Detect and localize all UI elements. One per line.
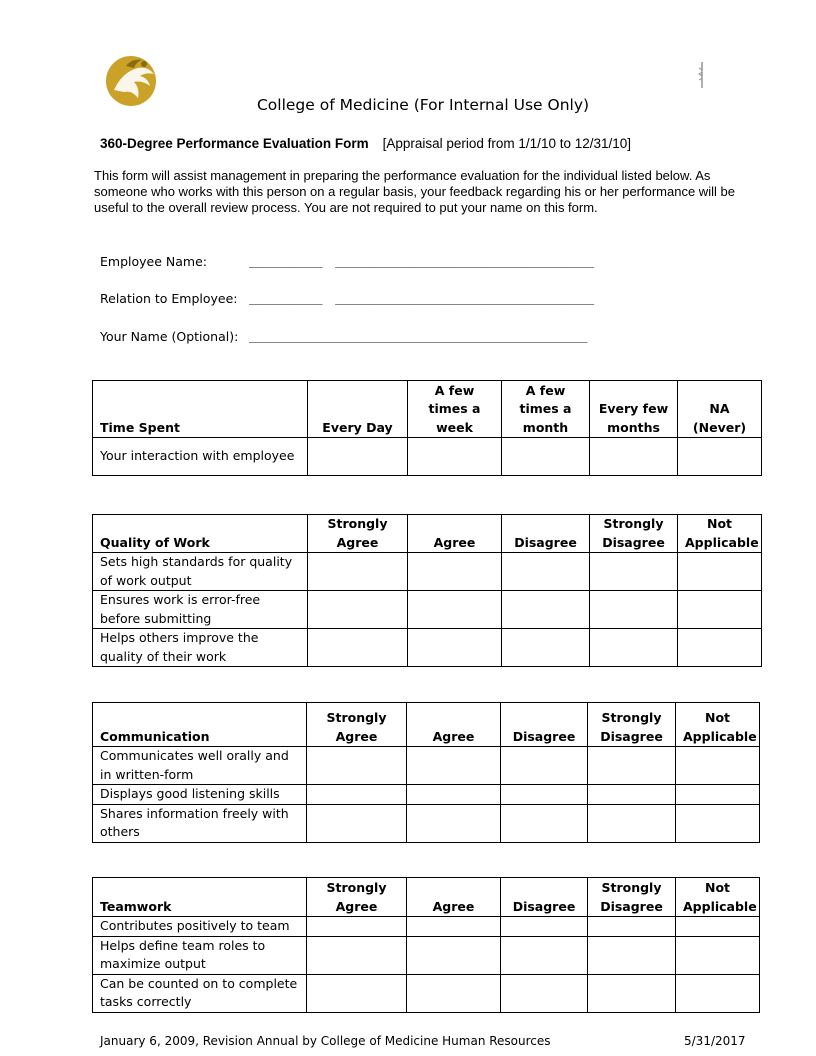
rating-cell[interactable] — [501, 974, 588, 1012]
column-header: Communication — [93, 703, 307, 747]
column-header: Time Spent — [93, 381, 308, 438]
rating-cell[interactable] — [588, 785, 676, 805]
column-header: NA (Never) — [678, 381, 762, 438]
rating-cell[interactable] — [676, 804, 760, 842]
rating-cell[interactable] — [590, 438, 678, 476]
rating-cell[interactable] — [501, 917, 588, 937]
rating-cell[interactable] — [408, 629, 502, 667]
rating-cell[interactable] — [676, 917, 760, 937]
table-row — [93, 936, 760, 974]
rating-cell[interactable] — [407, 747, 501, 785]
rating-cell[interactable] — [502, 553, 590, 591]
rating-cell[interactable] — [678, 629, 762, 667]
rating-cell[interactable] — [502, 591, 590, 629]
rating-cell[interactable] — [501, 804, 588, 842]
communication-table — [92, 702, 760, 843]
row-label: Sets high standards for quality of work output — [93, 553, 308, 591]
rating-cell[interactable] — [407, 804, 501, 842]
column-header: Agree — [407, 703, 501, 747]
rating-cell[interactable] — [307, 917, 407, 937]
rating-cell[interactable] — [407, 917, 501, 937]
column-header: A few times a month — [502, 381, 590, 438]
quality-of-work-table — [92, 514, 762, 667]
rating-cell[interactable] — [308, 591, 408, 629]
table-row — [93, 629, 762, 667]
relation-label: Relation to Employee: — [100, 291, 238, 306]
rating-cell[interactable] — [501, 785, 588, 805]
rating-cell[interactable] — [676, 747, 760, 785]
column-header: Strongly Disagree — [590, 515, 678, 553]
rating-cell[interactable] — [502, 629, 590, 667]
rating-cell[interactable] — [307, 804, 407, 842]
column-header: Quality of Work — [93, 515, 308, 553]
rating-cell[interactable] — [307, 785, 407, 805]
rating-cell[interactable] — [307, 747, 407, 785]
caduceus-icon — [697, 62, 707, 88]
column-header: Not Applicable — [676, 703, 760, 747]
rating-cell[interactable] — [408, 438, 502, 476]
teamwork-table — [92, 877, 760, 1013]
table-row — [93, 591, 762, 629]
rating-cell[interactable] — [407, 974, 501, 1012]
table-header-row — [93, 515, 762, 553]
row-label: Shares information freely with others — [93, 804, 307, 842]
rating-cell[interactable] — [501, 747, 588, 785]
rating-cell[interactable] — [676, 785, 760, 805]
table-header-row — [93, 878, 760, 917]
rating-cell[interactable] — [307, 936, 407, 974]
your-name-label: Your Name (Optional): — [100, 329, 239, 344]
rating-cell[interactable] — [408, 591, 502, 629]
your-name-field[interactable]: ___________________________________________________ — [249, 329, 587, 343]
column-header: Strongly Agree — [307, 878, 407, 917]
table-row — [93, 974, 760, 1012]
rating-cell[interactable] — [588, 747, 676, 785]
rating-cell[interactable] — [407, 785, 501, 805]
column-header: Strongly Agree — [307, 703, 407, 747]
intro-paragraph: This form will assist management in preparing the performance evaluation for the individual listed below. As someone who works with this person on a regular basis, your feedback regarding his or her performance will be useful to the overall review process. You are not required to put your name on this form. — [94, 168, 735, 215]
column-header: Agree — [407, 878, 501, 917]
rating-cell[interactable] — [308, 629, 408, 667]
rating-cell[interactable] — [590, 553, 678, 591]
column-header: Every Day — [308, 381, 408, 438]
table-row — [93, 553, 762, 591]
column-header: Strongly Agree — [308, 515, 408, 553]
employee-name-field[interactable]: ___________ _______________________________________ — [249, 254, 594, 268]
row-label: Displays good listening skills — [93, 785, 307, 805]
row-label: Ensures work is error-free before submitting — [93, 591, 308, 629]
table-row — [93, 917, 760, 937]
rating-cell[interactable] — [407, 936, 501, 974]
row-label: Can be counted on to complete tasks correctly — [93, 974, 307, 1012]
column-header: Disagree — [501, 878, 588, 917]
rating-cell[interactable] — [588, 917, 676, 937]
column-header: Strongly Disagree — [588, 878, 676, 917]
column-header: Teamwork — [93, 878, 307, 917]
row-label: Contributes positively to team — [93, 917, 307, 937]
rating-cell[interactable] — [590, 591, 678, 629]
row-label: Your interaction with employee — [93, 438, 308, 476]
rating-cell[interactable] — [588, 936, 676, 974]
table-row — [93, 747, 760, 785]
table-header-row — [93, 703, 760, 747]
rating-cell[interactable] — [501, 936, 588, 974]
table-row — [93, 785, 760, 805]
page-title: College of Medicine (For Internal Use Only) — [256, 96, 590, 114]
rating-cell[interactable] — [307, 974, 407, 1012]
row-label: Communicates well orally and in written-form — [93, 747, 307, 785]
row-label: Helps others improve the quality of their work — [93, 629, 308, 667]
relation-field[interactable]: ___________ _______________________________________ — [249, 291, 594, 305]
form-title — [100, 136, 631, 151]
column-header: Agree — [408, 515, 502, 553]
column-header: Not Applicable — [676, 878, 760, 917]
column-header: Disagree — [501, 703, 588, 747]
rating-cell[interactable] — [676, 936, 760, 974]
table-header-row — [93, 381, 762, 438]
column-header: A few times a week — [408, 381, 502, 438]
form-name: 360-Degree Performance Evaluation Form — [100, 136, 369, 151]
rating-cell[interactable] — [678, 553, 762, 591]
rating-cell[interactable] — [308, 553, 408, 591]
column-header: Every few months — [590, 381, 678, 438]
footer-revision-note: January 6, 2009, Revision Annual by College of Medicine Human Resources — [100, 1034, 551, 1048]
rating-cell[interactable] — [308, 438, 408, 476]
employee-name-label: Employee Name: — [100, 254, 207, 269]
rating-cell[interactable] — [408, 553, 502, 591]
footer-date: 5/31/2017 — [684, 1034, 746, 1048]
rating-cell[interactable] — [678, 438, 762, 476]
time-spent-table — [92, 380, 762, 476]
table-row — [93, 804, 760, 842]
column-header: Strongly Disagree — [588, 703, 676, 747]
column-header: Disagree — [502, 515, 590, 553]
appraisal-period: [Appraisal period from 1/1/10 to 12/31/10] — [382, 136, 632, 151]
column-header: Not Applicable — [678, 515, 762, 553]
rating-cell[interactable] — [588, 974, 676, 1012]
rating-cell[interactable] — [502, 438, 590, 476]
rating-cell[interactable] — [588, 804, 676, 842]
rating-cell[interactable] — [678, 591, 762, 629]
rating-cell[interactable] — [590, 629, 678, 667]
row-label: Helps define team roles to maximize output — [93, 936, 307, 974]
table-row — [93, 438, 762, 476]
rating-cell[interactable] — [676, 974, 760, 1012]
